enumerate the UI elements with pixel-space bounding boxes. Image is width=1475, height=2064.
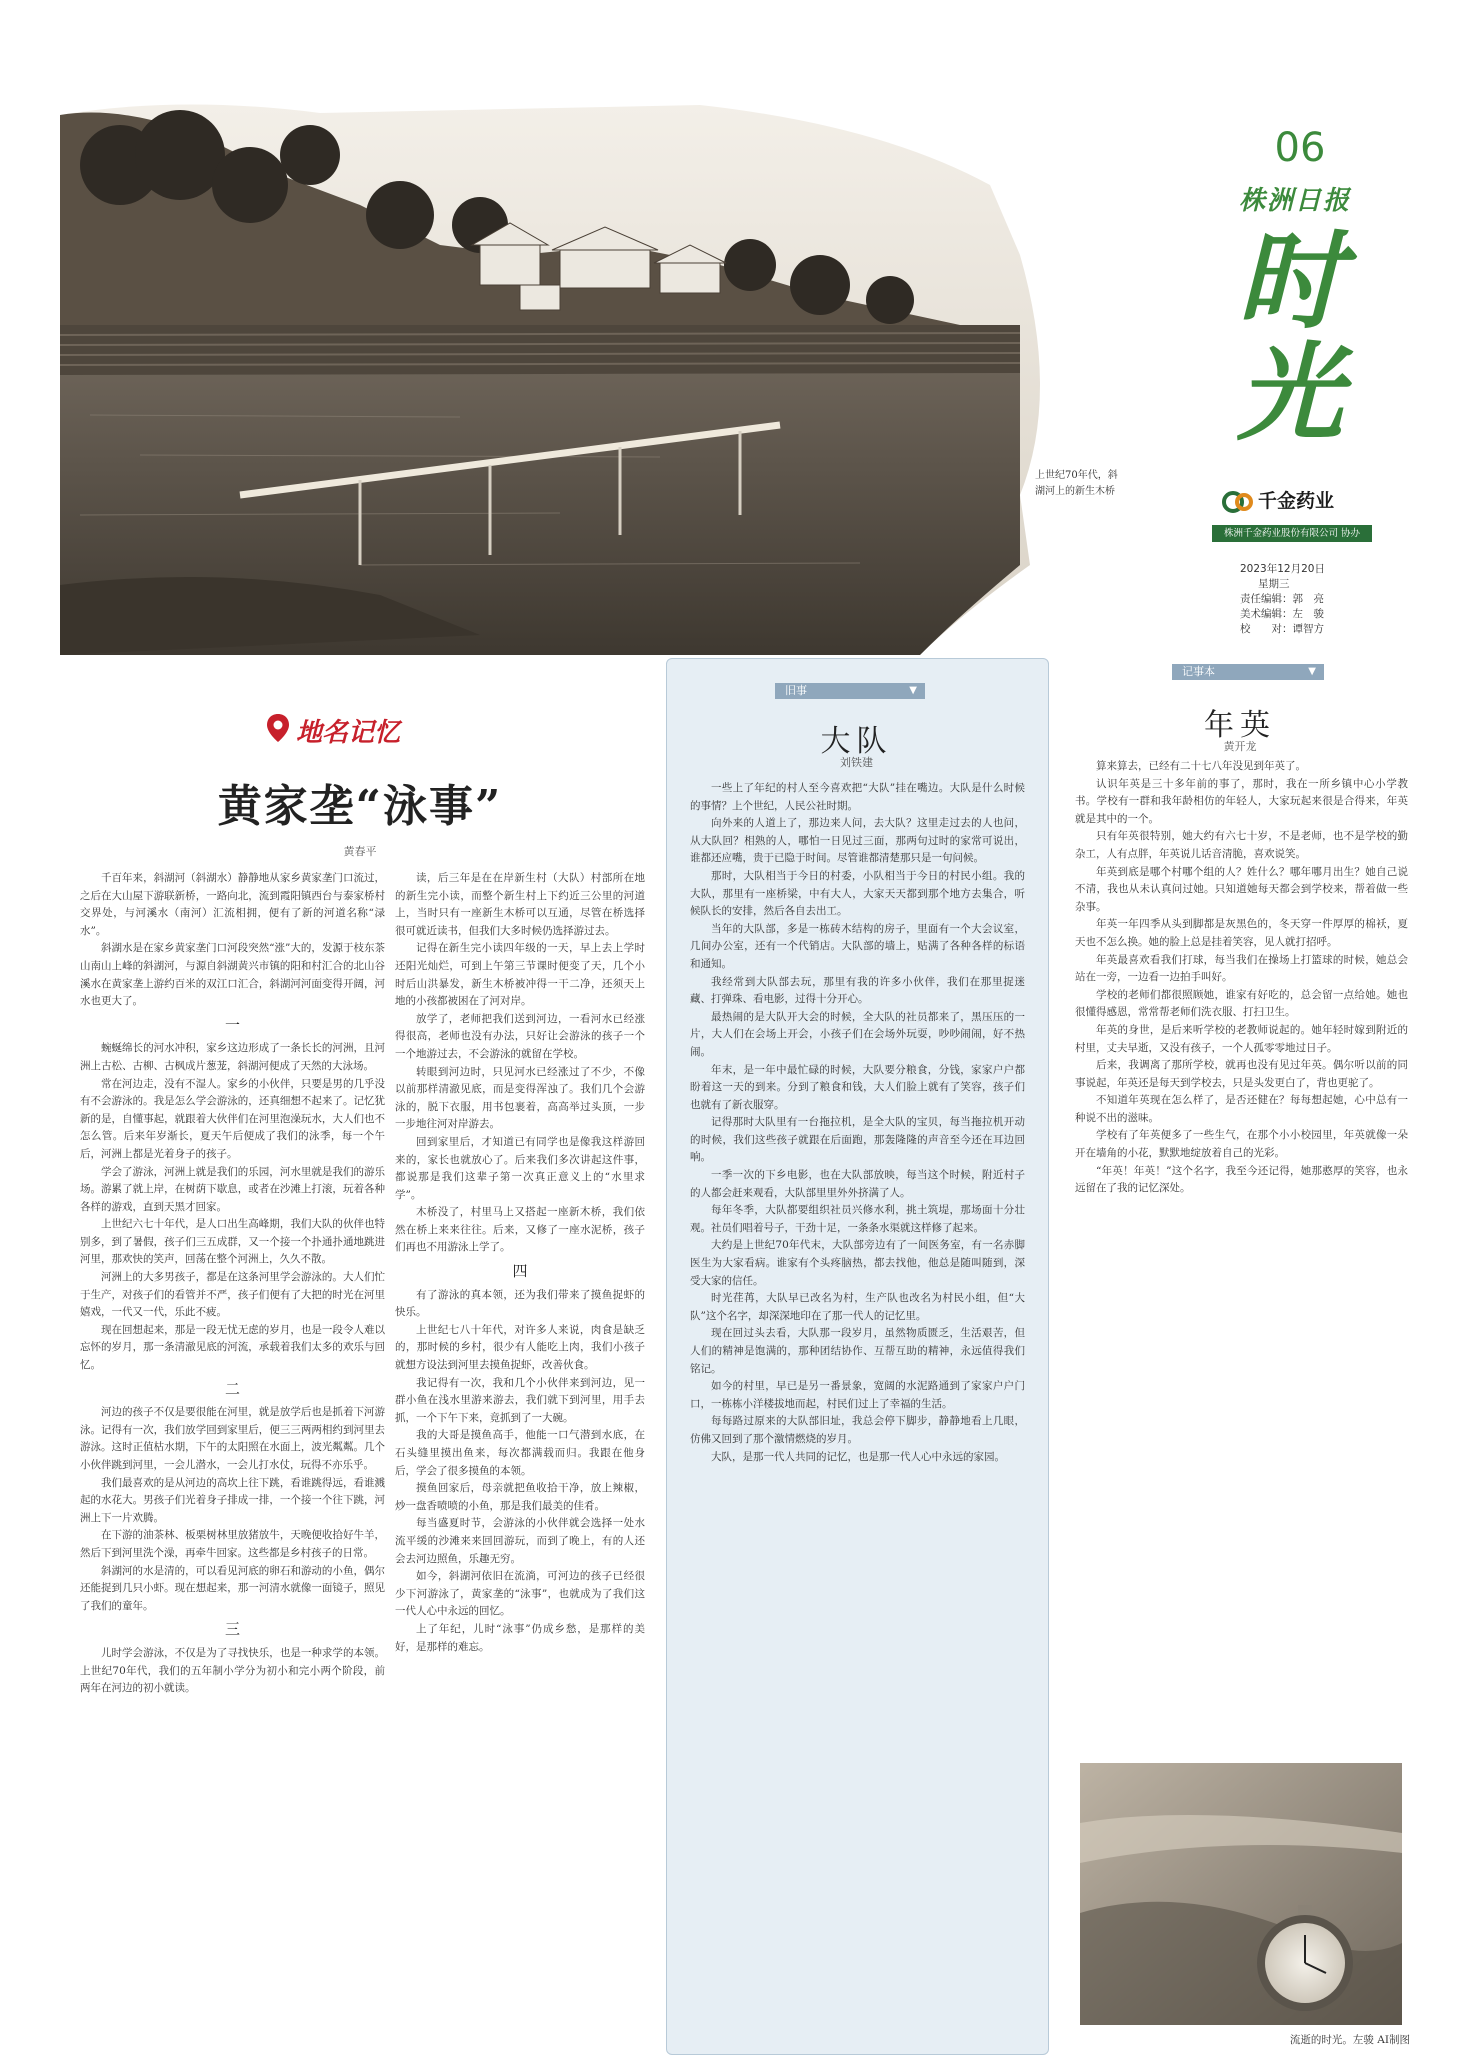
paragraph: 记得那时大队里有一台拖拉机，是全大队的宝贝，每当拖拉机开动的时候，我们这些孩子就跟在后面跑，那轰隆隆的声音至今还在耳边回响。 <box>690 1116 1025 1164</box>
place-tag-label: 地名记忆 <box>296 718 401 748</box>
article2-tag <box>775 683 925 699</box>
paragraph: 学校有了年英便多了一些生气，在那个小小校园里，年英就像一朵开在墙角的小花，默默地绽放着自己的光彩。 <box>1075 1129 1408 1160</box>
paragraph: 上世纪六七十年代，是人口出生高峰期，我们大队的伙伴也特别多，到了暑假，孩子们三五成群，又一个接一个扑通扑通地跳进河里，那欢快的笑声，回荡在整个河洲上，久久不散。 <box>80 1218 385 1266</box>
paragraph: 每每路过原来的大队部旧址，我总会停下脚步，静静地看上几眼，仿佛又回到了那个激情燃烧的岁月。 <box>690 1415 1025 1445</box>
section-number: 二 <box>224 1379 240 1398</box>
photo-caption: 上世纪70年代，斜湖河上的新生木桥 <box>1035 470 1118 497</box>
top-photo <box>60 95 1060 655</box>
paragraph: 回到家里后，才知道已有同学也是像我这样游回来的，家长也就放心了。后来我们多次讲起这件事，都说那是我们这辈子第一次真正意义上的“水里求学”。 <box>395 1135 645 1201</box>
paragraph: 上世纪七八十年代，对许多人来说，肉食是缺乏的，那时候的乡村，很少有人能吃上肉，我们小孩子就想方设法到河里去摸鱼捉虾，改善伙食。 <box>395 1323 645 1372</box>
paragraph: 记得在新生完小读四年级的一天，早上去上学时还阳光灿烂，可到上午第三节课时便变了天，几个小时后山洪暴发，新生木桥被冲得一干二净，还须天上地的小孩都被困在了河对岸。 <box>395 942 645 1008</box>
paragraph: 我经常到大队部去玩，那里有我的许多小伙伴，我们在那里捉迷藏、打弹珠、看电影，过得十分开心。 <box>690 975 1025 1006</box>
article2-author: 刘铁建 <box>840 756 873 769</box>
article1-title: 黄家垄“泳事” <box>217 781 503 832</box>
triangle-down-icon: ▼ <box>909 685 917 696</box>
paragraph: 时光荏苒，大队早已改名为村，生产队也改名为村民小组，但“大队”这个名字，却深深地印在了那一代人的记忆里。 <box>690 1292 1025 1322</box>
sponsor-logo-icon <box>1222 486 1254 518</box>
paragraph: 木桥没了，村里马上又搭起一座新木桥，我们依然在桥上来来往往。后来，又修了一座水泥桥，孩子们再也不用游泳上学了。 <box>395 1206 645 1254</box>
paragraph: 斜湖水是在家乡黄家垄门口河段突然“涨”大的，发源于枝东茶山南山上峰的斜湖河，与源自斜湖黄兴市镇的阳和村汇合的北山谷溪水在黄家垄上游约百米的双江口汇合，斜湖河河面变得开阔，河水也更大了。 <box>80 942 385 1008</box>
article1-column-1 <box>80 870 385 2045</box>
bottom-photo <box>1080 1763 1402 2025</box>
section-number: 三 <box>224 1620 240 1639</box>
issue-proofreader: 校 对：谭智方 <box>1240 623 1324 635</box>
triangle-down-icon: ▼ <box>1308 666 1316 677</box>
article2-tag-label: 旧事 <box>785 684 807 697</box>
paragraph: 在下游的油茶林、板栗树林里放猪放牛，天晚便收拾好牛羊，然后下到河里洗个澡，再牵牛回家。这些都是乡村孩子的日常。 <box>80 1529 385 1559</box>
paragraph: 学校的老师们都很照顾她，谁家有好吃的，总会留一点给她。她也很懂得感恩，常常帮老师们洗衣服、打扫卫生。 <box>1075 988 1408 1019</box>
bottom-photo-caption: 流逝的时光。左骏 AI制图 <box>1289 2034 1410 2046</box>
issue-editor: 责任编辑：郭 亮 <box>1240 593 1324 605</box>
paragraph: 算来算去，已经有二十七八年没见到年英了。 <box>1096 760 1306 772</box>
issue-date: 2023年12月20日 <box>1240 563 1325 575</box>
paragraph: 蜿蜒绵长的河水冲积，家乡这边形成了一条长长的河洲，且河洲上古松、古柳、古枫成片葱茏，斜湖河便成了天然的大泳场。 <box>80 1042 385 1072</box>
paragraph: 我记得有一次，我和几个小伙伴来到河边，见一群小鱼在浅水里游来游去，我们就下到河里，用手去抓，一个下午下来，竟抓到了一大碗。 <box>395 1376 645 1424</box>
paragraph: 向外来的人道上了，那边来人问，去大队？这里走过去的人也问，从大队回？相熟的人，哪怕一日见过三面，那两句过时的家常可说出，谁都还应嘴，贵于已隐于时间。尽管谁都清楚那只是一句问候。 <box>690 817 1025 865</box>
section-title: 时光 <box>1237 218 1343 455</box>
paragraph: 摸鱼回家后，母亲就把鱼收拾干净，放上辣椒，炒一盘香喷喷的小鱼，那是我们最美的佳肴。 <box>395 1482 645 1512</box>
paper-name: 株洲日报 <box>1238 186 1351 216</box>
paragraph: 我们最喜欢的是从河边的高坎上往下跳，看谁跳得远，看谁溅起的水花大。男孩子们光着身子排成一排，一个接一个往下跳，河洲上下一片欢腾。 <box>80 1476 385 1524</box>
sponsor-name: 千金药业 <box>1258 490 1335 512</box>
sponsor-bar: 株洲千金药业股份有限公司 协办 <box>1212 525 1372 542</box>
paragraph: 有了游泳的真本领，还为我们带来了摸鱼捉虾的快乐。 <box>395 1288 645 1319</box>
paragraph: 每当盛夏时节，会游泳的小伙伴就会选择一处水流平缓的沙滩来来回回游玩，而到了晚上，有的人还会去河边照鱼，乐趣无穷。 <box>395 1517 645 1565</box>
paragraph: 每年冬季，大队都要组织社员兴修水利，挑土筑堤，那场面十分壮观。社员们唱着号子，干劲十足，一条条水渠就这样修了起来。 <box>690 1204 1025 1234</box>
article3-author: 黄开龙 <box>1223 740 1257 753</box>
paragraph: 那时，大队相当于今日的村委，小队相当于今日的村民小组。我的大队，那里有一座桥梁，中有大人，大家天天都到那个地方去集合，听候队长的安排，然后各自去出工。 <box>690 869 1025 918</box>
paragraph: 读，后三年是在在岸新生村（大队）村部所在地的新生完小读，而整个新生村上下约近三公里的河道上，当时只有一座新生木桥可以互通，尽管在桥选择很可就近读书，但我们大多时候仍选择游过去。 <box>395 872 645 937</box>
paragraph: 最热闹的是大队开大会的时候，全大队的社员都来了，黑压压的一片，大人们在会场上开会，小孩子们在会场外玩耍，吵吵闹闹，好不热闹。 <box>690 1010 1025 1058</box>
paragraph: 常在河边走，没有不湿人。家乡的小伙伴，只要是男的几乎没有不会游泳的。我是怎么学会游泳的，还真细想不起来了。记忆犹新的是，自懂事起，就跟着大伙伴们在河里泡澡玩水，大人们也不怎么管。后来年岁渐长，夏天午后便成了我们的泳季，每一个午后，河洲上都是光着身子的孩子。 <box>80 1077 385 1160</box>
paragraph: 后来，我调离了那所学校，就再也没有见过年英。偶尔听以前的同事说起，年英还是每天到学校去，只是头发更白了，背也更驼了。 <box>1075 1059 1408 1089</box>
article2-column <box>690 780 1025 2040</box>
paragraph: 年英的身世，是后来听学校的老教师说起的。她年轻时嫁到附近的村里，丈夫早逝，又没有孩子，一个人孤零零地过日子。 <box>1075 1023 1408 1054</box>
paragraph: 现在回想起来，那是一段无忧无虑的岁月，也是一段令人难以忘怀的岁月，那一条清澈见底的河流，承载着我们太多的欢乐与回忆。 <box>80 1323 385 1372</box>
issue-info <box>1240 562 1390 637</box>
paragraph: 河边的孩子不仅是要很能在河里，就是放学后也是抓着下河游泳。记得有一次，我们放学回到家里后，便三三两两相约到河里去游泳。这时正值枯水期，下午的太阳照在水面上，波光粼粼。几个小伙伴跳到河里，一会儿潜水，一会儿打水仗，玩得不亦乐乎。 <box>80 1406 385 1471</box>
paragraph: 学会了游泳，河洲上就是我们的乐园，河水里就是我们的游乐场。游累了就上岸，在树荫下歇息，或者在沙滩上打滚，玩着各种各样的游戏，直到天黑才回家。 <box>80 1165 385 1213</box>
paragraph: 年末，是一年中最忙碌的时候，大队要分粮食，分钱，家家户户都盼着这一天的到来。分到了粮食和钱，大人们脸上就有了笑容，孩子们也就有了新衣服穿。 <box>690 1063 1025 1111</box>
location-pin-icon <box>264 712 292 744</box>
paragraph: 河洲上的大多男孩子，都是在这条河里学会游泳的。大人们忙于生产，对孩子们的看管并不严，孩子们便有了大把的时光在河里嬉戏，一代又一代，乐此不疲。 <box>80 1271 385 1319</box>
paragraph: 放学了，老师把我们送到河边，一看河水已经涨得很高，老师也没有办法，只好让会游泳的孩子一个一个地游过去，不会游泳的就留在学校。 <box>395 1012 645 1060</box>
paragraph: 年英到底是哪个村哪个组的人？姓什么？哪年哪月出生？她自己说不清，我也从未认真问过她。只知道她每天都会到学校来，帮着做一些杂事。 <box>1075 865 1408 913</box>
paragraph: 当年的大队部，多是一栋砖木结构的房子，里面有一个大会议室，几间办公室，还有一个代销店。大队部的墙上，贴满了各种各样的标语和通知。 <box>690 922 1025 970</box>
article3-column <box>1075 758 1408 1758</box>
issue-art-editor: 美术编辑：左 骏 <box>1240 608 1324 620</box>
article3-title: 年英 <box>1204 708 1276 743</box>
paragraph: 年英最喜欢看我们打球，每当我们在操场上打篮球的时候，她总会站在一旁，一边看一边拍手叫好。 <box>1075 953 1408 984</box>
paragraph: 如今的村里，早已是另一番景象，宽阔的水泥路通到了家家户户门口，一栋栋小洋楼拔地而起，村民们过上了幸福的生活。 <box>690 1380 1025 1410</box>
paragraph: 千百年来，斜湖河（斜湖水）静静地从家乡黄家垄门口流过，之后在大山屋下游联新桥，一路向北，流到霞阳镇西台与泰家桥村交界处，与河溪水（南河）汇流相拥，便有了新的河道名称“渌水”。 <box>80 872 385 937</box>
paragraph: 不知道年英现在怎么样了，是否还健在？每每想起她，心中总有一种说不出的滋味。 <box>1075 1094 1408 1124</box>
paragraph: 转眼到河边时，只见河水已经涨过了不少，不像以前那样清澈见底，而是变得浑浊了。我们几个会游泳的，脱下衣服，用书包裹着，高高举过头顶，一步一步地往河对岸游去。 <box>395 1065 645 1131</box>
paragraph: 如今，斜湖河依旧在流淌，可河边的孩子已经很少下河游泳了，黄家垄的“泳事”，也就成为了我们这一代人心中永远的回忆。 <box>395 1570 645 1618</box>
paragraph: 斜湖河的水是清的，可以看见河底的卵石和游动的小鱼，偶尔还能捉到几只小虾。现在想起来，那一河清水就像一面镜子，照见了我们的童年。 <box>80 1564 385 1612</box>
paragraph: 大约是上世纪70年代末，大队部旁边有了一间医务室，有一名赤脚医生为大家看病。谁家有个头疼脑热，都去找他，他总是随叫随到，深受大家的信任。 <box>690 1239 1025 1287</box>
paragraph: 儿时学会游泳，不仅是为了寻找快乐，也是一种求学的本领。上世纪70年代，我们的五年制小学分为初小和完小两个阶段，前两年在河边的初小就读。 <box>80 1646 385 1695</box>
paragraph: 只有年英很特别，她大约有六七十岁，不是老师，也不是学校的勤杂工，人有点胖，年英说儿话音清脆，喜欢说笑。 <box>1075 830 1408 860</box>
paragraph: “年英！年英！”这个名字，我至今还记得，她那憨厚的笑容，也永远留在了我的记忆深处。 <box>1075 1164 1408 1195</box>
paragraph: 一季一次的下乡电影，也在大队部放映，每当这个时候，附近村子的人都会赶来观看，大队部里里外外挤满了人。 <box>690 1169 1025 1199</box>
paragraph: 大队，是那一代人共同的记忆，也是那一代人心中永远的家园。 <box>711 1450 1005 1463</box>
article2-title: 大队 <box>820 724 893 759</box>
paragraph: 现在回过头去看，大队那一段岁月，虽然物质匮乏，生活艰苦，但人们的精神是饱满的，那种团结协作、互帮互助的精神，永远值得我们铭记。 <box>690 1327 1025 1375</box>
paragraph: 上了年纪，儿时“泳事”仍成乡愁，是那样的美好，是那样的难忘。 <box>395 1622 645 1653</box>
issue-weekday: 星期三 <box>1258 578 1290 590</box>
article3-tag-label: 记事本 <box>1182 665 1215 678</box>
paragraph: 认识年英是三十多年前的事了，那时，我在一所乡镇中心小学教书。学校有一群和我年龄相仿的年轻人，大家玩起来很是合得来，年英就是其中的一个。 <box>1075 777 1408 825</box>
article3-tag <box>1172 664 1324 680</box>
page-number: 06 <box>1274 125 1326 171</box>
paragraph: 一些上了年纪的村人至今喜欢把“大队”挂在嘴边。大队是什么时候的事情？上个世纪，人民公社时期。 <box>690 782 1025 812</box>
section-number: 一 <box>224 1015 240 1034</box>
paragraph: 我的大哥是摸鱼高手，他能一口气潜到水底，在石头缝里摸出鱼来，每次都满载而归。我跟在他身后，学会了很多摸鱼的本领。 <box>395 1429 645 1477</box>
article1-column-2 <box>395 870 645 2045</box>
section-number: 四 <box>512 1262 528 1281</box>
article1-author: 黄春平 <box>343 845 377 858</box>
paragraph: 年英一年四季从头到脚都是灰黑色的，冬天穿一件厚厚的棉袄，夏天也不怎么换。她的脸上总是挂着笑容，见人就打招呼。 <box>1075 918 1408 948</box>
